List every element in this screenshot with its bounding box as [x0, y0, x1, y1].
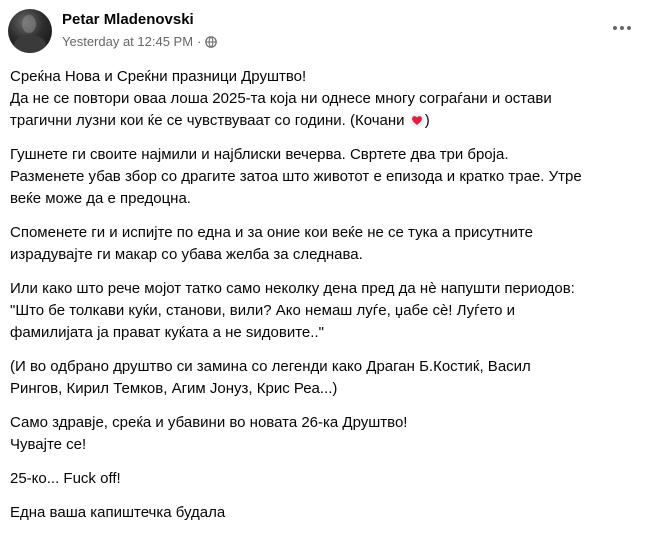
post-text-line: Среќна Нова и Среќни празници Друштво! — [10, 68, 307, 85]
post-text-line: Разменете убав збор со драгите затоа што животот е епизода и кратко трае. Утре — [10, 168, 582, 185]
avatar[interactable] — [8, 9, 52, 53]
post-text-line: фамилијата ја прават куќата а не ѕидовите.." — [10, 324, 324, 341]
heart-emoji-icon — [409, 112, 425, 128]
author-name[interactable]: Petar Mladenovski — [62, 11, 194, 28]
post-text-line: Една ваша капиштечка будала — [10, 504, 226, 521]
post-text-line: (И во одбрано друштво си замина со легенди како Драган Б.Костиќ, Васил — [10, 358, 531, 375]
post-text-line: веќе може да е предоцна. — [10, 190, 191, 207]
post-paragraph — [10, 502, 642, 524]
post-meta — [62, 34, 217, 49]
post-paragraph — [10, 356, 642, 400]
post-timestamp[interactable]: Yesterday at 12:45 PM — [62, 34, 194, 49]
post-text-line: Рингов, Кирил Темков, Агим Јонуз, Крис Реа...) — [10, 380, 338, 397]
post-text-line: трагични лузни кои ќе се чувствуваат со години. (Кочани ) — [10, 112, 430, 129]
post-text-line: Гушнете ги своите најмили и најблиски вечерва. Свртете два три броја. — [10, 146, 509, 163]
closing-paren: ) — [424, 112, 430, 129]
globe-icon[interactable] — [205, 36, 217, 48]
post-text-line: израдувајте ги макар со убава желба за следнава. — [10, 246, 363, 263]
post-paragraph — [10, 66, 642, 132]
post-text-line: Да не се повтори оваа лоша 2025-та која ни однесе многу сограѓани и остави — [10, 90, 552, 107]
post-body — [10, 66, 642, 536]
post-text-line: Само здравје, среќа и убавини во новата 26-ка Друштво! — [10, 414, 408, 431]
post-text-line: Или како што рече мојот татко само неколку дена пред да нѐ напушти периодов: — [10, 280, 575, 297]
post-text-line: 25-ко... Fuck off! — [10, 470, 121, 487]
meta-separator: · — [197, 34, 202, 49]
post-paragraph — [10, 144, 642, 210]
post-paragraph — [10, 278, 642, 344]
post-text-line: Споменете ги и испијте по една и за оние кои веќе не се тука а присутните — [10, 224, 533, 241]
more-options-icon[interactable] — [608, 18, 636, 38]
post-paragraph — [10, 412, 642, 456]
post-text-line: "Што бе толкави куќи, станови, вили? Ако немаш луѓе, џабе сѐ! Луѓето и — [10, 302, 516, 319]
post-text-line: Чувајте се! — [10, 436, 87, 453]
post-paragraph — [10, 468, 642, 490]
post-header — [8, 8, 638, 54]
post-paragraph — [10, 222, 642, 266]
